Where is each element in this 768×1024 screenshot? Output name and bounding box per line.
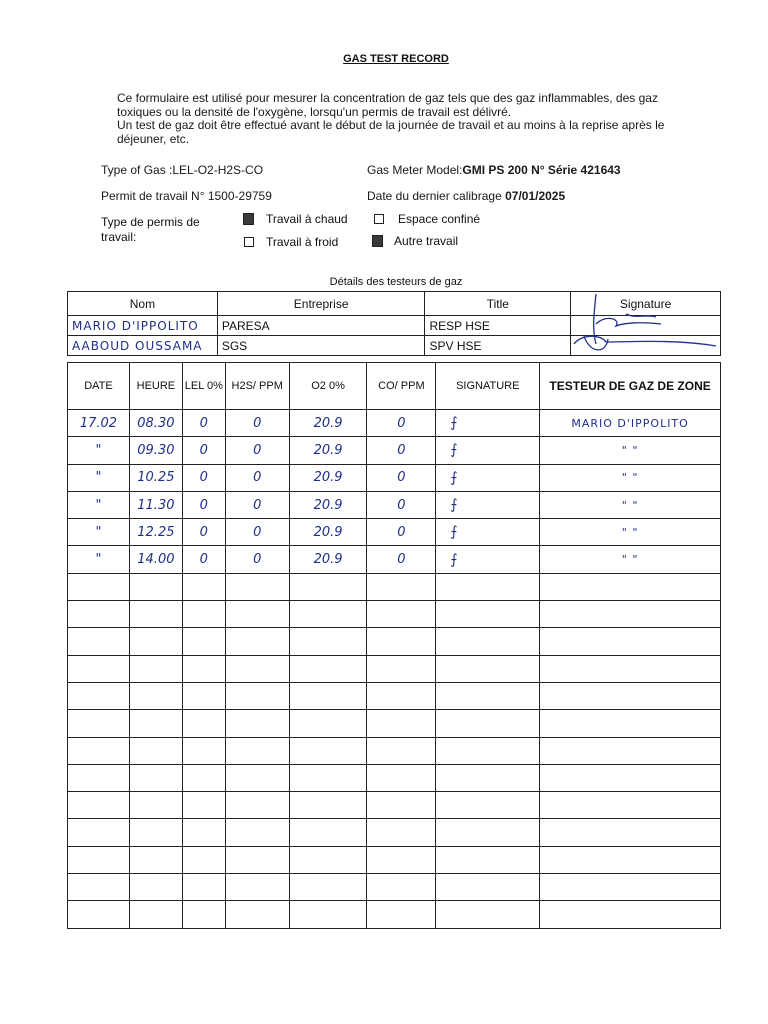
log-signature: ⨍ [436, 546, 540, 573]
log-h2s[interactable] [225, 819, 289, 846]
log-lel[interactable] [182, 655, 225, 682]
log-lel[interactable] [182, 573, 225, 600]
header-o2: O2 0% [289, 363, 367, 410]
log-time: 12.25 [129, 519, 182, 546]
log-h2s: 0 [225, 464, 289, 491]
log-date[interactable] [68, 901, 130, 928]
page-title: GAS TEST RECORD [343, 53, 449, 65]
log-date[interactable] [68, 874, 130, 901]
log-zone-tester: MARIO D'IPPOLITO [540, 410, 721, 437]
log-date: 17.02 [68, 410, 130, 437]
calibration-label: Date du dernier calibrage [367, 189, 506, 203]
log-time[interactable] [129, 819, 182, 846]
intro-paragraph-1: Ce formulaire est utilisé pour mesurer la concentration de gaz tels que des gaz inflammables, des gaz toxiques ou la densité de l'oxygène, lorsqu'un permis de travail est délivré. [117, 91, 658, 119]
log-co[interactable] [367, 819, 436, 846]
log-signature: ⨍ [436, 519, 540, 546]
log-zone-tester: " " [540, 546, 721, 573]
log-time[interactable] [129, 764, 182, 791]
calibration-date-field [367, 189, 565, 203]
log-lel: 0 [182, 546, 225, 573]
log-h2s[interactable] [225, 710, 289, 737]
log-time[interactable] [129, 874, 182, 901]
log-zone-tester[interactable] [540, 846, 721, 873]
log-h2s: 0 [225, 437, 289, 464]
header-date: DATE [68, 363, 130, 410]
log-co[interactable] [367, 846, 436, 873]
log-o2[interactable] [289, 655, 367, 682]
log-h2s[interactable] [225, 901, 289, 928]
table-row-empty [68, 601, 721, 628]
gas-meter-label: Gas Meter Model: [367, 163, 463, 177]
header-heure: HEURE [129, 363, 182, 410]
log-signature[interactable] [436, 655, 540, 682]
gas-type-field: Type of Gas :LEL-O2-H2S-CO [101, 163, 264, 177]
log-signature: ⨍ [436, 491, 540, 518]
log-signature[interactable] [436, 874, 540, 901]
gas-meter-value: GMI PS 200 N° Série 421643 [462, 163, 621, 177]
header-co: CO/ PPM [367, 363, 436, 410]
permit-option-other-work[interactable] [372, 234, 458, 248]
log-date[interactable] [68, 601, 130, 628]
log-co[interactable] [367, 764, 436, 791]
tester-company: SGS [217, 336, 425, 356]
log-signature[interactable] [436, 682, 540, 709]
log-lel[interactable] [182, 628, 225, 655]
log-co[interactable] [367, 792, 436, 819]
log-zone-tester[interactable] [540, 737, 721, 764]
log-o2[interactable] [289, 628, 367, 655]
log-co: 0 [367, 437, 436, 464]
permit-type-label: Type de permis de travail: [101, 215, 200, 244]
log-date: " [68, 519, 130, 546]
log-co[interactable] [367, 601, 436, 628]
log-h2s[interactable] [225, 792, 289, 819]
table-row-empty [68, 655, 721, 682]
log-time: 14.00 [129, 546, 182, 573]
log-zone-tester[interactable] [540, 601, 721, 628]
tester-company: PARESA [217, 316, 425, 336]
log-h2s: 0 [225, 519, 289, 546]
log-time[interactable] [129, 846, 182, 873]
log-signature[interactable] [436, 710, 540, 737]
log-co[interactable] [367, 710, 436, 737]
log-h2s[interactable] [225, 601, 289, 628]
table-row [68, 437, 721, 464]
log-lel: 0 [182, 491, 225, 518]
log-h2s[interactable] [225, 874, 289, 901]
log-h2s[interactable] [225, 682, 289, 709]
log-h2s[interactable] [225, 573, 289, 600]
intro-text [117, 92, 697, 146]
header-nom: Nom [68, 292, 218, 316]
log-co[interactable] [367, 628, 436, 655]
log-zone-tester[interactable] [540, 682, 721, 709]
intro-paragraph-2: Un test de gaz doit être effectué avant le début de la journée de travail et au moins à la reprise après le déjeuner, etc. [117, 118, 665, 146]
table-row-empty [68, 710, 721, 737]
table-row-empty [68, 792, 721, 819]
log-zone-tester[interactable] [540, 792, 721, 819]
log-date[interactable] [68, 764, 130, 791]
log-zone-tester[interactable] [540, 901, 721, 928]
log-o2: 20.9 [289, 491, 367, 518]
testers-section-title: Détails des testeurs de gaz [329, 276, 463, 288]
gas-meter-field [367, 163, 621, 177]
log-date[interactable] [68, 710, 130, 737]
log-zone-tester[interactable] [540, 710, 721, 737]
header-zone-tester: TESTEUR DE GAZ DE ZONE [540, 363, 721, 410]
log-zone-tester[interactable] [540, 628, 721, 655]
log-time[interactable] [129, 710, 182, 737]
permit-number-field: Permit de travail N° 1500-29759 [101, 189, 272, 203]
log-h2s: 0 [225, 410, 289, 437]
log-header-row [68, 363, 721, 410]
table-row [68, 410, 721, 437]
log-time[interactable] [129, 655, 182, 682]
checkbox-checked-icon[interactable] [243, 213, 254, 225]
calibration-value: 07/01/2025 [505, 189, 566, 203]
log-zone-tester[interactable] [540, 655, 721, 682]
tester-name: AABOUD OUSSAMA [68, 336, 218, 356]
log-date[interactable] [68, 573, 130, 600]
log-o2[interactable] [289, 601, 367, 628]
log-co: 0 [367, 464, 436, 491]
log-co[interactable] [367, 655, 436, 682]
gas-test-log-table [67, 362, 721, 929]
log-body [68, 410, 721, 929]
table-row [68, 519, 721, 546]
log-h2s[interactable] [225, 628, 289, 655]
table-row [68, 546, 721, 573]
log-signature: ⨍ [436, 437, 540, 464]
permit-option-cold-work[interactable] [244, 235, 338, 249]
log-o2: 20.9 [289, 410, 367, 437]
table-row-empty [68, 874, 721, 901]
table-row-empty [68, 764, 721, 791]
log-co[interactable] [367, 682, 436, 709]
log-date[interactable] [68, 628, 130, 655]
log-zone-tester[interactable] [540, 573, 721, 600]
log-h2s[interactable] [225, 764, 289, 791]
log-time: 09.30 [129, 437, 182, 464]
log-date: " [68, 437, 130, 464]
log-signature[interactable] [436, 601, 540, 628]
log-time[interactable] [129, 737, 182, 764]
log-date: " [68, 464, 130, 491]
log-time: 08.30 [129, 410, 182, 437]
log-lel[interactable] [182, 710, 225, 737]
log-o2: 20.9 [289, 546, 367, 573]
log-lel[interactable] [182, 846, 225, 873]
log-o2: 20.9 [289, 519, 367, 546]
log-zone-tester[interactable] [540, 764, 721, 791]
log-o2[interactable] [289, 682, 367, 709]
log-signature: ⨍ [436, 464, 540, 491]
log-lel: 0 [182, 464, 225, 491]
log-h2s[interactable] [225, 737, 289, 764]
log-date: " [68, 546, 130, 573]
header-signature: SIGNATURE [436, 363, 540, 410]
log-time[interactable] [129, 682, 182, 709]
log-signature[interactable] [436, 819, 540, 846]
table-row-empty [68, 846, 721, 873]
log-date[interactable] [68, 792, 130, 819]
log-lel: 0 [182, 410, 225, 437]
log-co[interactable] [367, 874, 436, 901]
log-co: 0 [367, 546, 436, 573]
log-h2s[interactable] [225, 655, 289, 682]
log-o2[interactable] [289, 901, 367, 928]
log-h2s: 0 [225, 546, 289, 573]
log-o2[interactable] [289, 874, 367, 901]
log-date[interactable] [68, 655, 130, 682]
log-date[interactable] [68, 819, 130, 846]
log-signature[interactable] [436, 573, 540, 600]
log-signature[interactable] [436, 846, 540, 873]
log-time[interactable] [129, 573, 182, 600]
log-co: 0 [367, 410, 436, 437]
table-row [68, 491, 721, 518]
table-row-empty [68, 737, 721, 764]
log-lel: 0 [182, 437, 225, 464]
table-row-empty [68, 901, 721, 928]
checkbox-unchecked-icon[interactable] [374, 214, 384, 224]
option-label: Autre travail [394, 234, 459, 248]
table-row [68, 464, 721, 491]
table-row-empty [68, 628, 721, 655]
log-time[interactable] [129, 792, 182, 819]
log-o2[interactable] [289, 737, 367, 764]
log-h2s: 0 [225, 491, 289, 518]
log-date[interactable] [68, 846, 130, 873]
log-signature: ⨍ [436, 410, 540, 437]
option-label: Travail à chaud [266, 212, 348, 226]
log-date[interactable] [68, 737, 130, 764]
tester-title: SPV HSE [425, 336, 571, 356]
log-o2[interactable] [289, 710, 367, 737]
table-row-empty [68, 573, 721, 600]
permit-option-hot-work[interactable] [243, 212, 348, 226]
log-time: 11.30 [129, 491, 182, 518]
log-signature[interactable] [436, 628, 540, 655]
tester-name: MARIO D'IPPOLITO [68, 316, 218, 336]
header-entreprise: Entreprise [217, 292, 425, 316]
header-h2s: H2S/ PPM [225, 363, 289, 410]
log-co[interactable] [367, 737, 436, 764]
header-signature: Signature [571, 292, 721, 316]
checkbox-checked-icon[interactable] [372, 235, 383, 247]
checkbox-unchecked-icon[interactable] [244, 237, 254, 247]
tester-title: RESP HSE [425, 316, 571, 336]
log-zone-tester: " " [540, 464, 721, 491]
table-row-empty [68, 682, 721, 709]
table-row-empty [68, 819, 721, 846]
log-co[interactable] [367, 901, 436, 928]
option-label: Travail à froid [266, 235, 339, 249]
log-zone-tester: " " [540, 491, 721, 518]
log-signature[interactable] [436, 792, 540, 819]
log-zone-tester: " " [540, 437, 721, 464]
permit-option-confined-space[interactable] [374, 212, 480, 226]
log-o2: 20.9 [289, 437, 367, 464]
log-o2[interactable] [289, 764, 367, 791]
log-co: 0 [367, 491, 436, 518]
log-zone-tester: " " [540, 519, 721, 546]
log-signature[interactable] [436, 901, 540, 928]
log-time[interactable] [129, 601, 182, 628]
log-lel[interactable] [182, 874, 225, 901]
log-lel: 0 [182, 519, 225, 546]
log-signature[interactable] [436, 764, 540, 791]
log-lel[interactable] [182, 601, 225, 628]
log-lel[interactable] [182, 792, 225, 819]
log-o2[interactable] [289, 792, 367, 819]
log-time[interactable] [129, 901, 182, 928]
log-lel[interactable] [182, 682, 225, 709]
log-co: 0 [367, 519, 436, 546]
log-time[interactable] [129, 628, 182, 655]
header-title: Title [425, 292, 571, 316]
log-o2[interactable] [289, 846, 367, 873]
log-h2s[interactable] [225, 846, 289, 873]
log-o2: 20.9 [289, 464, 367, 491]
log-lel[interactable] [182, 737, 225, 764]
log-zone-tester[interactable] [540, 819, 721, 846]
log-lel[interactable] [182, 901, 225, 928]
log-date[interactable] [68, 682, 130, 709]
handwritten-signature-icon [566, 284, 726, 360]
option-label: Espace confiné [398, 212, 481, 226]
log-signature[interactable] [436, 737, 540, 764]
log-time: 10.25 [129, 464, 182, 491]
log-o2[interactable] [289, 819, 367, 846]
log-lel[interactable] [182, 764, 225, 791]
header-lel: LEL 0% [182, 363, 225, 410]
log-o2[interactable] [289, 573, 367, 600]
log-lel[interactable] [182, 819, 225, 846]
log-zone-tester[interactable] [540, 874, 721, 901]
log-date: " [68, 491, 130, 518]
log-co[interactable] [367, 573, 436, 600]
